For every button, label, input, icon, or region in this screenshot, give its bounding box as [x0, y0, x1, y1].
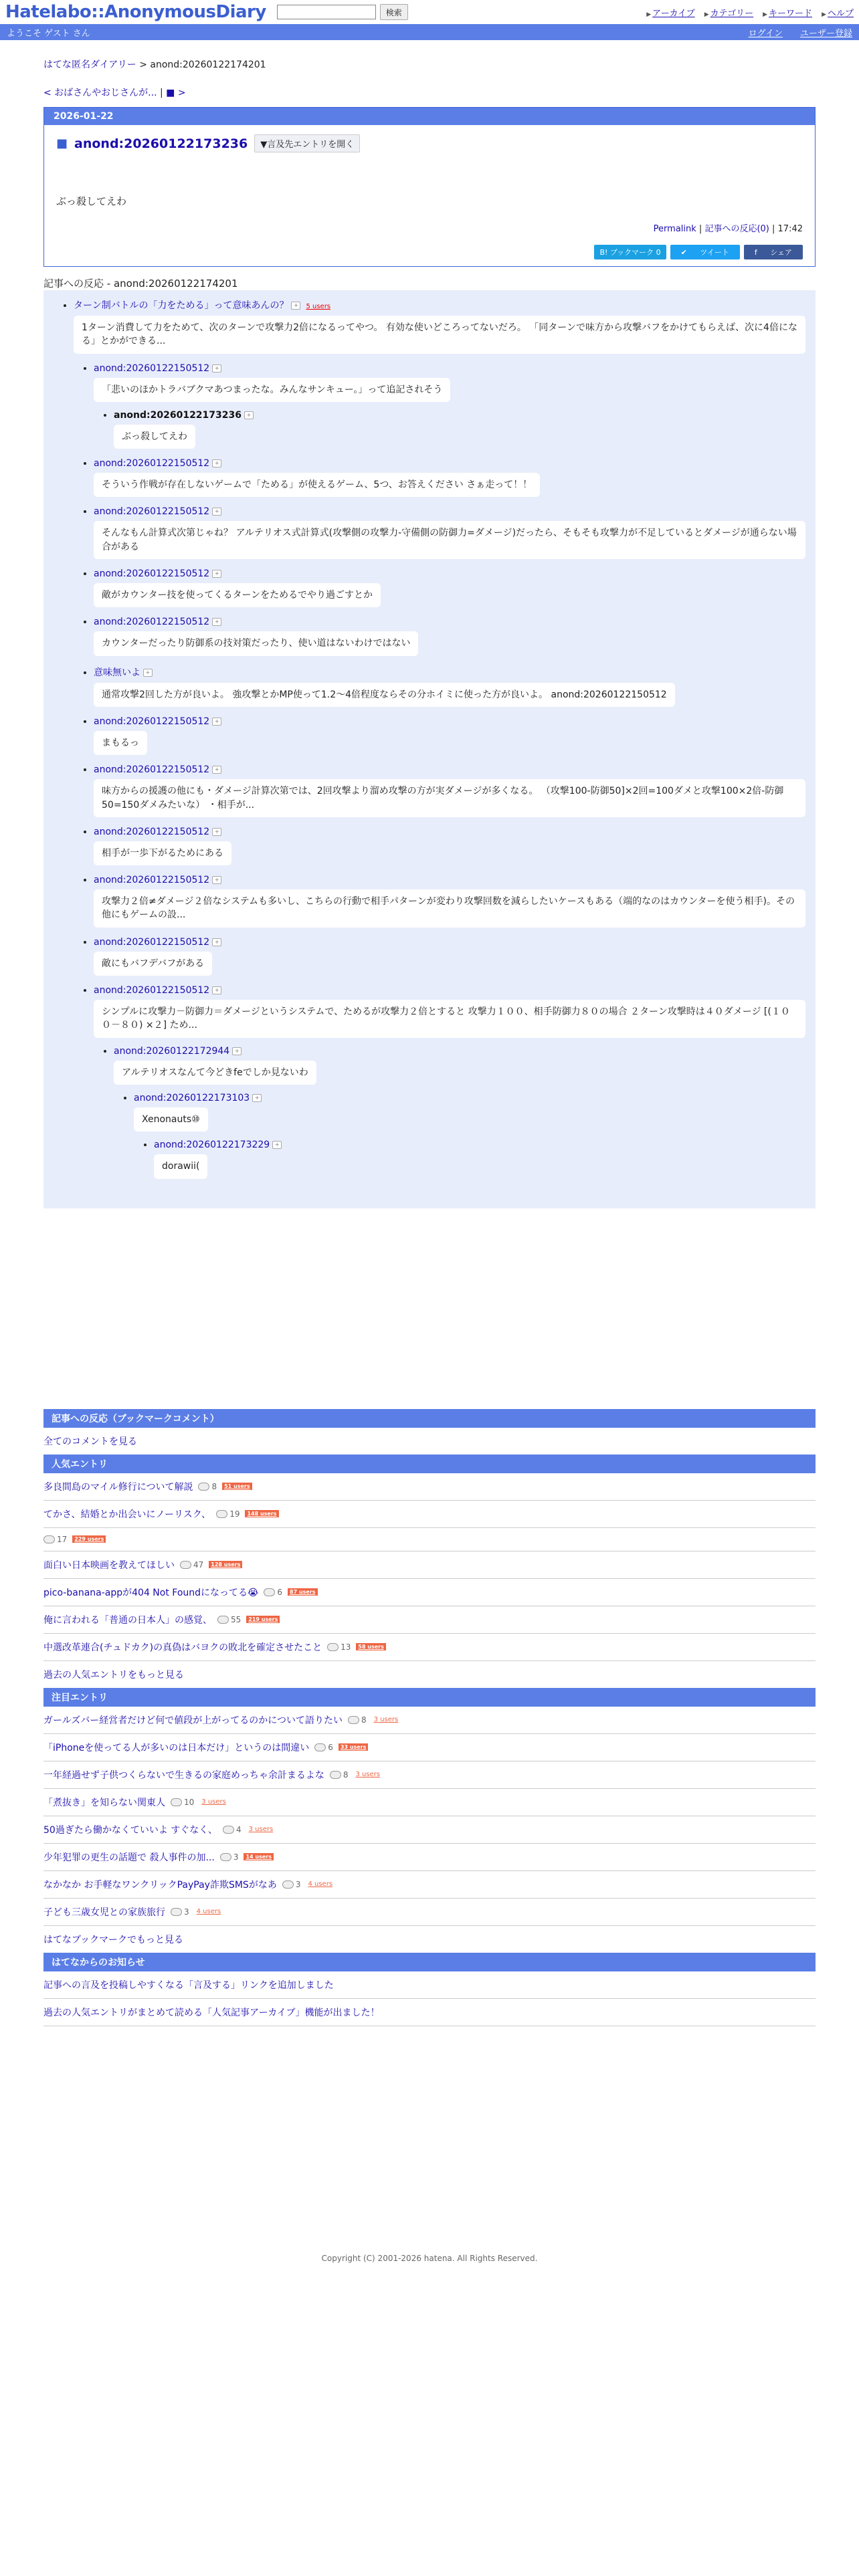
comment-icon [198, 1483, 209, 1491]
reaction-link[interactable]: anond:20260122173229 [154, 1140, 270, 1151]
attention-list [43, 1707, 816, 1926]
list-item [43, 1707, 816, 1734]
reaction-item [114, 410, 805, 449]
list-item [43, 1734, 816, 1761]
top-header [0, 0, 859, 24]
expand-icon[interactable]: + [212, 459, 221, 467]
reaction-text: Xenonauts⑩ [134, 1107, 208, 1132]
reaction-item [94, 827, 805, 865]
comment-count: 8 [343, 1769, 349, 1780]
list-item [43, 1999, 816, 2026]
list-item [43, 1473, 816, 1501]
triangle-icon: ▶ [763, 11, 768, 18]
list-item [43, 1501, 816, 1528]
share-buttons [56, 245, 803, 259]
search-input[interactable] [277, 5, 376, 19]
login-link[interactable]: ログイン [748, 28, 783, 39]
comment-icon [314, 1743, 326, 1751]
comment-count: 10 [184, 1797, 195, 1807]
footer-copyright: Copyright (C) 2001-2026 hatena. All Rights Reserved. [321, 2253, 538, 2263]
comment-count: 3 [295, 1879, 301, 1889]
reaction-text: そういう作戦が存在しないゲームで「ためる」が使えるゲーム、5つ、お答えください さぁ走って！！ [94, 473, 540, 497]
reaction-text: そんなもん計算式次第じゃね？ アルテリオス式計算式(攻撃側の攻撃力-守備側の防御力=ダメージ)だったら、そもそも攻撃力が不足しているとダメージが通らない場合がある [94, 521, 805, 559]
reaction-link[interactable]: anond:20260122150512 [94, 936, 210, 948]
reaction-current: anond:20260122173236 [114, 409, 242, 421]
list-item [43, 1816, 816, 1844]
nav-category[interactable]: カテゴリー [710, 8, 754, 19]
reaction-text: 味方からの援護の他にも・ダメージ計算次第では、2回攻撃より溜め攻撃の方が実ダメージが多くなる。 （攻撃100-防御50]×2回=100ダメと攻撃100×2倍-防御50=150ダメみたいな） ・相手が... [94, 779, 805, 817]
triangle-icon: ▶ [704, 11, 709, 18]
reaction-link[interactable]: anond:20260122150512 [94, 764, 210, 776]
popular-link[interactable]: 面白い日本映画を教えてほしい [43, 1560, 175, 1571]
entry-text: ぶっ殺してえわ [56, 195, 127, 207]
next-entry-link[interactable]: ■ > [166, 88, 186, 98]
square-icon: ■ [56, 136, 68, 150]
reaction-text: 敵にもバフデバフがある [94, 952, 212, 976]
users-badge[interactable]: 148 users [245, 1510, 278, 1517]
expand-icon[interactable]: + [232, 1047, 242, 1055]
comment-icon [180, 1561, 191, 1569]
users-badge[interactable]: 5 users [306, 303, 331, 310]
notice-heading: はてなからのお知らせ [43, 1953, 816, 1971]
expand-icon[interactable]: + [212, 364, 221, 372]
reaction-link[interactable]: anond:20260122150512 [94, 716, 210, 727]
notice-link[interactable]: 過去の人気エントリがまとめて読める「人気記事アーカイブ」機能が出ました！ [43, 2007, 380, 2018]
expand-icon[interactable]: + [272, 1141, 282, 1149]
main-content [43, 58, 816, 2263]
list-item [43, 1606, 816, 1634]
reaction-text: 敵がカウンター技を使ってくるターンをためるでやり過ごすとか [94, 583, 381, 607]
top-nav [646, 6, 854, 19]
attention-link[interactable]: ガールズバー経営者だけど何で値段が上がってるのかについて語りたい [43, 1715, 343, 1726]
triangle-icon: ▶ [822, 11, 826, 18]
entry-title-link[interactable]: anond:20260122173236 [74, 136, 248, 151]
expand-icon[interactable]: + [212, 986, 221, 994]
entry-date: 2026-01-22 [44, 108, 815, 125]
bookmarks-heading: 記事への反応（ブックマークコメント） [43, 1409, 816, 1428]
reaction-link[interactable]: anond:20260122172944 [114, 1045, 230, 1057]
reaction-item [114, 1046, 805, 1179]
reaction-text: ぶっ殺してえわ [114, 425, 195, 449]
reaction-link[interactable]: anond:20260122150512 [94, 568, 210, 580]
hatena-bookmark-button[interactable]: B! ブックマーク 0 [594, 245, 666, 259]
prev-next-nav [43, 86, 816, 99]
reaction-link[interactable]: anond:20260122150512 [94, 362, 210, 374]
comment-count: 17 [57, 1534, 68, 1544]
comment-icon [223, 1826, 234, 1834]
entry-box [43, 107, 816, 267]
comment-count: 3 [233, 1852, 239, 1862]
reaction-link[interactable]: anond:20260122150512 [94, 506, 210, 518]
reaction-link[interactable]: anond:20260122150512 [94, 875, 210, 886]
reaction-text: シンプルに攻撃力－防御力＝ダメージというシステムで、ためるが攻撃力２倍とすると 攻撃力１００、相手防御力８０の場合 ２ターン攻撃時は４０ダメージ [(１００－８０) ×２] ため... [94, 1000, 805, 1038]
facebook-label: シェア [770, 248, 792, 257]
attention-link[interactable]: 一年経過せず子供つくらないで生きるの家庭めっちゃ余計まるよな [43, 1769, 324, 1781]
comment-icon [43, 1535, 55, 1543]
tweet-button[interactable] [670, 245, 740, 259]
users-badge[interactable]: 229 users [72, 1535, 106, 1543]
expand-icon[interactable]: + [212, 570, 221, 578]
reaction-text: 攻撃力２倍≠ダメージ２倍なシステムも多いし、こちらの行動で相手パターンが変わり攻撃回数を減らしたいケースもある（端的なのはカウンターを使う相手)。その他にもゲームの設... [94, 889, 805, 928]
list-item [43, 1551, 816, 1579]
list-item [43, 1761, 816, 1789]
comment-count: 4 [235, 1824, 242, 1834]
reaction-link[interactable]: anond:20260122150512 [94, 826, 210, 837]
search-button[interactable]: 検索 [380, 4, 408, 20]
search-form [277, 4, 408, 20]
reaction-text: まもるっ [94, 731, 147, 755]
users-badge[interactable]: 3 users [355, 1771, 381, 1779]
list-item [43, 1579, 816, 1606]
comment-icon [348, 1716, 359, 1724]
popular-link[interactable]: 多良間島のマイル修行について解説 [43, 1481, 193, 1493]
list-item [43, 1634, 816, 1661]
welcome-text: ようこそ ゲスト さん [7, 28, 90, 39]
entry-title-row [56, 134, 803, 152]
comment-icon [220, 1853, 231, 1861]
popular-link[interactable]: pico-banana-appが404 Not Foundになってる😭 [43, 1587, 259, 1598]
comment-icon [282, 1881, 294, 1889]
user-bar [0, 24, 859, 40]
comment-count: 3 [184, 1907, 189, 1917]
users-badge[interactable]: 3 users [373, 1716, 399, 1724]
expand-icon[interactable]: + [212, 828, 221, 836]
comment-icon [327, 1643, 339, 1651]
register-link[interactable]: ユーザー登録 [799, 28, 852, 39]
reaction-link[interactable]: anond:20260122150512 [94, 617, 210, 628]
attention-link[interactable]: 「iPhoneを使ってる人が多いのは日本だけ」というのは間違い [43, 1742, 310, 1753]
reaction-item [94, 937, 805, 976]
reaction-item [94, 985, 805, 1178]
comment-count: 13 [341, 1642, 351, 1652]
comment-count: 8 [211, 1481, 217, 1491]
reaction-link[interactable]: anond:20260122150512 [94, 985, 210, 996]
notice-link[interactable]: 記事への言及を投稿しやすくなる「言及する」リンクを追加しました [43, 1979, 334, 1991]
users-badge[interactable]: 219 users [246, 1616, 280, 1623]
expand-icon[interactable]: + [291, 302, 300, 310]
breadcrumb-home[interactable]: はてな匿名ダイアリー [43, 60, 136, 70]
reaction-item [94, 665, 805, 707]
prev-entry-link[interactable]: < おばさんやおじさんが... [43, 88, 157, 98]
reaction-text: カウンターだったり防御系の技対策だったり、使い道はないわけではない [94, 631, 418, 655]
reaction-item [94, 875, 805, 928]
comment-count: 6 [328, 1742, 333, 1752]
popular-link[interactable]: 俺に言われる「普通の日本人」の感覚、 [43, 1614, 212, 1626]
list-item [43, 1899, 816, 1926]
list-item [43, 1871, 816, 1899]
reaction-root-text: 1ターン消費して力をためて、次のターンで攻撃力2倍になるってやつ。 有効な使いどころってないだろ。 「同ターンで味方から攻撃バフをかけてもらえば、次に4倍になる」とかができる... [74, 316, 805, 354]
comment-icon [217, 1616, 229, 1624]
reaction-root [74, 298, 805, 1179]
users-badge[interactable]: 51 users [222, 1483, 252, 1490]
nav-keyword[interactable]: キーワード [769, 8, 813, 19]
attention-link[interactable]: 50過ぎたら働かなくていいよ すぐなく、 [43, 1824, 217, 1836]
attention-link[interactable]: なかなか お手軽なワンクリックPayPay詐欺SMSがなあ [43, 1879, 277, 1891]
reaction-item [94, 506, 805, 559]
reaction-item [94, 568, 805, 607]
reaction-item [134, 1093, 805, 1179]
attention-link[interactable]: 少年犯罪の更生の話題で 殺人事件の加... [43, 1852, 215, 1863]
comment-icon [171, 1798, 182, 1806]
permalink-link[interactable]: Permalink [653, 224, 696, 234]
comment-count: 55 [231, 1614, 242, 1624]
ad-space [43, 1208, 816, 1409]
reaction-item [94, 363, 805, 449]
comment-count: 47 [193, 1560, 204, 1570]
expand-icon[interactable]: + [212, 718, 221, 726]
expand-icon[interactable]: + [212, 766, 221, 774]
comment-count: 6 [277, 1587, 283, 1597]
expand-icon[interactable]: + [244, 411, 254, 419]
reaction-item [94, 458, 805, 497]
reaction-text: 通常攻撃2回した方が良いよ。 強攻撃とかMP使って1.2〜4倍程度ならその分ホイミに使った方が良いよ。 anond:20260122150512 [94, 683, 675, 707]
users-badge[interactable]: 87 users [288, 1588, 318, 1596]
tweet-label: ツイート [700, 248, 729, 257]
users-badge[interactable]: 33 users [339, 1743, 369, 1751]
expand-icon[interactable]: + [252, 1094, 262, 1102]
popular-link[interactable]: 中選改革連合(チュドカク)の真偽はバヨクの敗北を確定させたこと [43, 1642, 322, 1653]
nav-archive[interactable]: アーカイブ [652, 8, 695, 19]
popular-more-link[interactable]: 過去の人気エントリをもっと見る [43, 1669, 184, 1681]
facebook-share-button[interactable] [744, 245, 803, 259]
triangle-icon: ▶ [646, 11, 652, 18]
list-item [43, 1844, 816, 1871]
users-badge[interactable]: 128 users [209, 1561, 242, 1568]
users-badge[interactable]: 4 users [308, 1881, 333, 1889]
reactions-title: 記事への反応 - anond:20260122174201 [43, 278, 238, 290]
expand-icon[interactable]: + [143, 669, 153, 677]
comment-count: 8 [361, 1715, 367, 1725]
breadcrumb-current: anond:20260122174201 [150, 60, 266, 70]
comment-icon [330, 1771, 341, 1779]
users-badge[interactable]: 58 users [356, 1643, 386, 1650]
reaction-text: dorawii( [154, 1154, 207, 1178]
users-badge[interactable]: 3 users [201, 1798, 226, 1806]
users-badge[interactable]: 3 users [248, 1826, 274, 1834]
entry-time: 17:42 [777, 224, 803, 234]
popular-list [43, 1473, 816, 1661]
facebook-icon: f [754, 248, 760, 257]
reaction-text: アルテリオスなんて今どきfeでしか見ないわ [114, 1061, 316, 1085]
reactions-tree [43, 290, 816, 1208]
reaction-link[interactable]: anond:20260122150512 [94, 458, 210, 469]
reaction-root-title[interactable]: ターン制バトルの「力をためる」って意味あんの？ [74, 300, 289, 311]
comment-icon [171, 1908, 182, 1916]
site-logo[interactable]: Hatelabo::AnonymousDiary [5, 2, 266, 22]
attention-link[interactable]: 「煮抜き」を知らない関東人 [43, 1797, 165, 1808]
reaction-item [94, 764, 805, 817]
entry-meta: Permalink | 記事への反応(0) | 17:42 [653, 224, 803, 234]
expand-icon[interactable]: + [212, 876, 221, 884]
reaction-text: 「悲いのほかトラバブクマあつまったな。みんなサンキュー。」って追記されそう [94, 378, 450, 402]
attention-heading: 注目エントリ [43, 1688, 816, 1707]
comment-icon [264, 1588, 275, 1596]
attention-more-link[interactable]: はてなブックマークでもっと見る [43, 1934, 184, 1945]
users-badge[interactable]: 14 users [244, 1853, 274, 1860]
expand-icon[interactable]: + [212, 508, 221, 516]
comment-count: 19 [229, 1509, 240, 1519]
twitter-bird-icon: ✔ [680, 248, 690, 257]
nav-help[interactable]: ヘルプ [827, 8, 854, 19]
breadcrumb-sep: > [136, 60, 151, 70]
expand-icon[interactable]: + [212, 938, 221, 946]
reaction-item [94, 716, 805, 755]
reaction-text: 相手が一歩下がるためにある [94, 841, 231, 865]
attention-link[interactable]: 子ども三歳女児との家族旅行 [43, 1907, 165, 1918]
reactions-count-link[interactable]: 記事への反応(0) [704, 224, 769, 234]
reaction-link[interactable]: anond:20260122173103 [134, 1092, 250, 1103]
all-comments-link[interactable]: 全てのコメントを見る [43, 1436, 137, 1447]
notice-list [43, 1971, 816, 2026]
prev-next-sep: | [157, 88, 167, 98]
reaction-item [94, 617, 805, 655]
list-item [43, 1528, 816, 1551]
expand-icon[interactable]: + [212, 618, 221, 626]
reaction-link[interactable]: 意味無いよ [94, 667, 140, 678]
list-item [43, 1971, 816, 1999]
list-item [43, 1789, 816, 1816]
comment-icon [216, 1510, 227, 1518]
users-badge[interactable]: 4 users [196, 1908, 221, 1916]
popular-heading: 人気エントリ [43, 1455, 816, 1473]
reaction-item [154, 1140, 805, 1178]
breadcrumb [43, 58, 816, 71]
open-reference-button[interactable]: ▼言及先エントリを開く [254, 134, 360, 152]
popular-link[interactable]: てかさ、結婚とか出会いにノーリスク、 [43, 1509, 211, 1520]
